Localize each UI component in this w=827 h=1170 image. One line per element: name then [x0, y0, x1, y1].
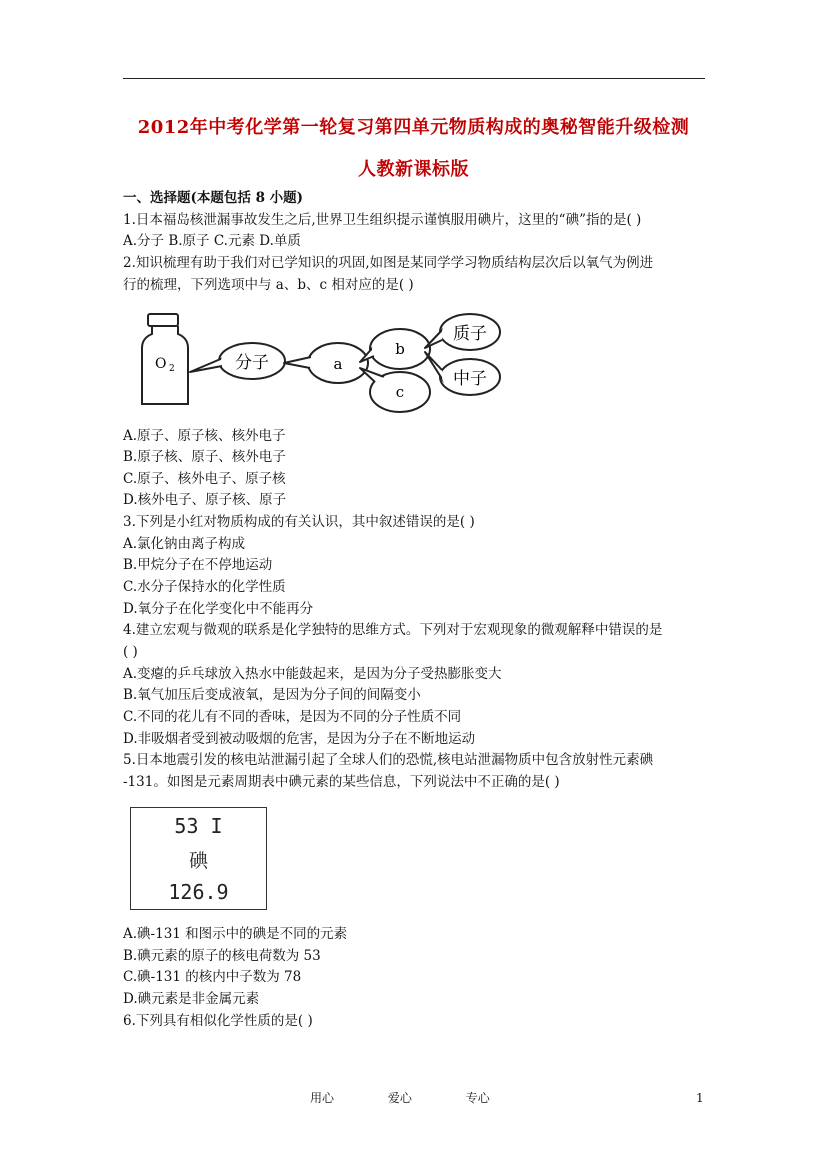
question-5-option-d: D.碘元素是非金属元素: [123, 991, 260, 1007]
footer-item: 专心: [465, 1091, 490, 1105]
question-2: 2.知识梳理有助于我们对已学知识的巩固,如图是某同学学习物质结构层次后以氧气为例进: [123, 255, 654, 271]
question-1: 1.日本福岛核泄漏事故发生之后,世界卫生组织提示谨慎服用碘片，这里的“碘”指的是( ): [123, 212, 642, 228]
b-label: b: [395, 340, 405, 358]
header-rule: [123, 78, 705, 79]
question-2-option-c: C.原子、核外电子、原子核: [123, 471, 286, 487]
question-4-option-c: C.不同的花儿有不同的香味，是因为不同的分子性质不同: [123, 709, 462, 725]
footer-item: 用心: [310, 1091, 335, 1105]
bottle-label: O: [155, 356, 167, 372]
section-heading: 一、选择题(本题包括 8 小题): [123, 190, 304, 206]
question-4: 4.建立宏观与微观的联系是化学独特的思维方式。下列对于宏观现象的微观解释中错误的是: [123, 622, 663, 638]
question-3-option-a: A.氯化钠由离子构成: [123, 536, 246, 552]
neutron-label: 中子: [453, 369, 487, 389]
question-5-cont: -131。如图是元素周期表中碘元素的某些信息，下列说法中不正确的是( ): [123, 774, 560, 790]
question-2-option-d: D.核外电子、原子核、原子: [123, 492, 287, 508]
question-4-cont: ( ): [123, 644, 138, 660]
molecule-label: 分子: [235, 353, 269, 373]
question-5-option-c: C.碘-131 的核内中子数为 78: [123, 969, 302, 985]
question-2-option-a: A.原子、原子核、核外电子: [123, 428, 286, 444]
question-6: 6.下列具有相似化学性质的是( ): [123, 1013, 313, 1029]
question-2-cont: 行的梳理，下列选项中与 a、b、c 相对应的是( ): [123, 277, 414, 293]
a-label: a: [333, 355, 343, 373]
question-4-option-d: D.非吸烟者受到被动吸烟的危害，是因为分子在不断地运动: [123, 731, 476, 747]
page-number: 1: [696, 1091, 704, 1105]
question-4-option-a: A.变瘪的乒乓球放入热水中能鼓起来，是因为分子受热膨胀变大: [123, 666, 502, 682]
question-3-option-d: D.氧分子在化学变化中不能再分: [123, 601, 314, 617]
question-1-options: A.分子 B.原子 C.元素 D.单质: [123, 233, 301, 249]
oxygen-structure-diagram: [138, 312, 503, 417]
page-title: 2012年中考化学第一轮复习第四单元物质构成的奥秘智能升级检测: [137, 117, 690, 138]
question-3-option-b: B.甲烷分子在不停地运动: [123, 557, 273, 573]
page-subtitle: 人教新课标版: [358, 159, 469, 180]
page-footer: [310, 1089, 518, 1106]
element-number-symbol: 53 I: [174, 814, 223, 838]
c-label: c: [395, 383, 405, 401]
iodine-element-card: [130, 807, 267, 910]
question-5-option-a: A.碘-131 和图示中的碘是不同的元素: [123, 926, 348, 942]
question-3: 3.下列是小红对物质构成的有关认识，其中叙述错误的是( ): [123, 514, 475, 530]
question-5: 5.日本地震引发的核电站泄漏引起了全球人们的恐慌,核电站泄漏物质中包含放射性元素碘: [123, 752, 654, 768]
element-name: 碘: [188, 850, 208, 872]
element-mass: 126.9: [168, 880, 229, 904]
question-5-option-b: B.碘元素的原子的核电荷数为 53: [123, 948, 321, 964]
question-4-option-b: B.氧气加压后变成液氧，是因为分子间的间隔变小: [123, 687, 421, 703]
question-3-option-c: C.水分子保持水的化学性质: [123, 579, 286, 595]
question-2-option-b: B.原子核、原子、核外电子: [123, 449, 286, 465]
footer-item: 爱心: [387, 1091, 412, 1105]
bottle-label-sub: 2: [169, 364, 175, 374]
proton-label: 质子: [453, 324, 487, 344]
